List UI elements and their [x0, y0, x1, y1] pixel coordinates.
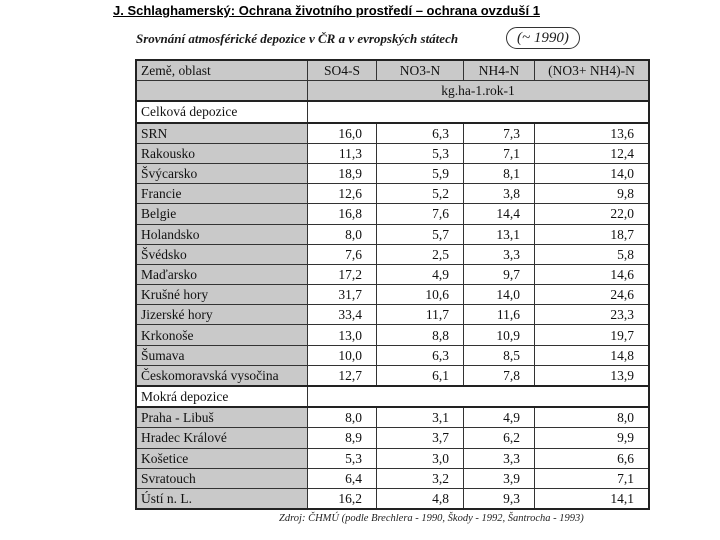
table-row [136, 264, 649, 284]
row-value: 6,1 [377, 365, 464, 386]
table-row [136, 325, 649, 345]
row-value: 10,9 [464, 325, 535, 345]
row-value: 9,7 [464, 264, 535, 284]
row-value: 6,6 [535, 448, 650, 468]
row-value: 8,0 [308, 224, 377, 244]
row-value: 10,0 [308, 345, 377, 365]
row-value: 5,3 [377, 143, 464, 163]
row-value: 12,6 [308, 184, 377, 204]
row-value: 13,1 [464, 224, 535, 244]
row-value: 3,8 [464, 184, 535, 204]
row-name: Krkonoše [136, 325, 308, 345]
row-value: 8,0 [535, 407, 650, 428]
row-value: 7,8 [464, 365, 535, 386]
table-row [136, 143, 649, 163]
table-row [136, 184, 649, 204]
table-row [136, 468, 649, 488]
row-value: 5,7 [377, 224, 464, 244]
table-caption: Srovnání atmosférické depozice v ČR a v evropských státech [136, 31, 459, 46]
row-name: Krušné hory [136, 285, 308, 305]
row-value: 5,3 [308, 448, 377, 468]
row-name: Ústí n. L. [136, 488, 308, 509]
row-value: 14,0 [535, 163, 650, 183]
units-spacer [136, 81, 308, 102]
row-value: 18,7 [535, 224, 650, 244]
table-row [136, 428, 649, 448]
row-value: 8,1 [464, 163, 535, 183]
document-header: J. Schlaghamerský: Ochrana životního prostředí – ochrana ovzduší 1 [113, 3, 540, 18]
row-value: 5,2 [377, 184, 464, 204]
row-value: 3,0 [377, 448, 464, 468]
row-value: 8,5 [464, 345, 535, 365]
row-name: Rakousko [136, 143, 308, 163]
row-value: 16,8 [308, 204, 377, 224]
table-row [136, 204, 649, 224]
row-value: 22,0 [535, 204, 650, 224]
row-value: 9,9 [535, 428, 650, 448]
section-title: Mokrá depozice [136, 386, 308, 407]
section-spacer [308, 101, 650, 122]
row-value: 14,6 [535, 264, 650, 284]
table-row [136, 488, 649, 509]
row-value: 14,0 [464, 285, 535, 305]
row-value: 33,4 [308, 305, 377, 325]
row-name: Švédsko [136, 244, 308, 264]
row-value: 6,3 [377, 345, 464, 365]
row-value: 9,3 [464, 488, 535, 509]
column-header-total-n: (NO3+ NH4)-N [535, 60, 650, 81]
table-row [136, 448, 649, 468]
row-value: 6,3 [377, 123, 464, 144]
row-value: 8,9 [308, 428, 377, 448]
section-title: Celková depozice [136, 101, 308, 122]
row-name: Košetice [136, 448, 308, 468]
row-value: 31,7 [308, 285, 377, 305]
scanned-table-image [124, 27, 644, 532]
row-value: 4,8 [377, 488, 464, 509]
row-value: 3,1 [377, 407, 464, 428]
row-value: 12,4 [535, 143, 650, 163]
row-value: 11,3 [308, 143, 377, 163]
row-value: 11,6 [464, 305, 535, 325]
row-name: Hradec Králové [136, 428, 308, 448]
section-spacer [308, 386, 650, 407]
row-value: 7,3 [464, 123, 535, 144]
row-value: 16,2 [308, 488, 377, 509]
section-row [136, 101, 649, 122]
row-value: 24,6 [535, 285, 650, 305]
row-value: 11,7 [377, 305, 464, 325]
table-row [136, 285, 649, 305]
row-value: 3,3 [464, 448, 535, 468]
row-name: Švýcarsko [136, 163, 308, 183]
table-row [136, 345, 649, 365]
year-note: (~ 1990) [506, 27, 580, 49]
row-name: Belgie [136, 204, 308, 224]
row-value: 3,7 [377, 428, 464, 448]
row-name: Francie [136, 184, 308, 204]
column-header-nh4: NH4-N [464, 60, 535, 81]
units-row [136, 81, 649, 102]
row-value: 5,8 [535, 244, 650, 264]
row-value: 12,7 [308, 365, 377, 386]
row-value: 7,6 [308, 244, 377, 264]
row-value: 7,6 [377, 204, 464, 224]
table-row [136, 365, 649, 386]
table-row [136, 305, 649, 325]
row-value: 8,8 [377, 325, 464, 345]
row-name: Svratouch [136, 468, 308, 488]
row-name: Šumava [136, 345, 308, 365]
row-name: SRN [136, 123, 308, 144]
section-row [136, 386, 649, 407]
row-value: 2,5 [377, 244, 464, 264]
row-value: 16,0 [308, 123, 377, 144]
row-value: 14,1 [535, 488, 650, 509]
column-header-no3: NO3-N [377, 60, 464, 81]
row-name: Praha - Libuš [136, 407, 308, 428]
row-name: Českomoravská vysočina [136, 365, 308, 386]
row-value: 19,7 [535, 325, 650, 345]
row-value: 7,1 [535, 468, 650, 488]
row-value: 4,9 [377, 264, 464, 284]
row-value: 3,2 [377, 468, 464, 488]
row-value: 13,0 [308, 325, 377, 345]
row-value: 23,3 [535, 305, 650, 325]
row-value: 6,2 [464, 428, 535, 448]
row-value: 5,9 [377, 163, 464, 183]
table-row [136, 224, 649, 244]
table-row [136, 244, 649, 264]
row-value: 3,9 [464, 468, 535, 488]
row-value: 8,0 [308, 407, 377, 428]
row-value: 18,9 [308, 163, 377, 183]
column-header-so4: SO4-S [308, 60, 377, 81]
header-row [136, 60, 649, 81]
row-name: Jizerské hory [136, 305, 308, 325]
row-value: 13,9 [535, 365, 650, 386]
row-value: 14,8 [535, 345, 650, 365]
deposition-table [135, 59, 650, 510]
row-value: 4,9 [464, 407, 535, 428]
table-row [136, 163, 649, 183]
units-label: kg.ha-1.rok-1 [308, 81, 650, 102]
row-value: 9,8 [535, 184, 650, 204]
row-name: Maďarsko [136, 264, 308, 284]
row-value: 7,1 [464, 143, 535, 163]
row-value: 10,6 [377, 285, 464, 305]
row-value: 13,6 [535, 123, 650, 144]
source-note: Zdroj: ČHMÚ (podle Brechlera - 1990, Škody - 1992, Šantrocha - 1993) [279, 513, 584, 524]
column-header-region: Země, oblast [136, 60, 308, 81]
row-value: 6,4 [308, 468, 377, 488]
row-value: 3,3 [464, 244, 535, 264]
table-row [136, 407, 649, 428]
row-value: 14,4 [464, 204, 535, 224]
table-row [136, 123, 649, 144]
row-value: 17,2 [308, 264, 377, 284]
row-name: Holandsko [136, 224, 308, 244]
